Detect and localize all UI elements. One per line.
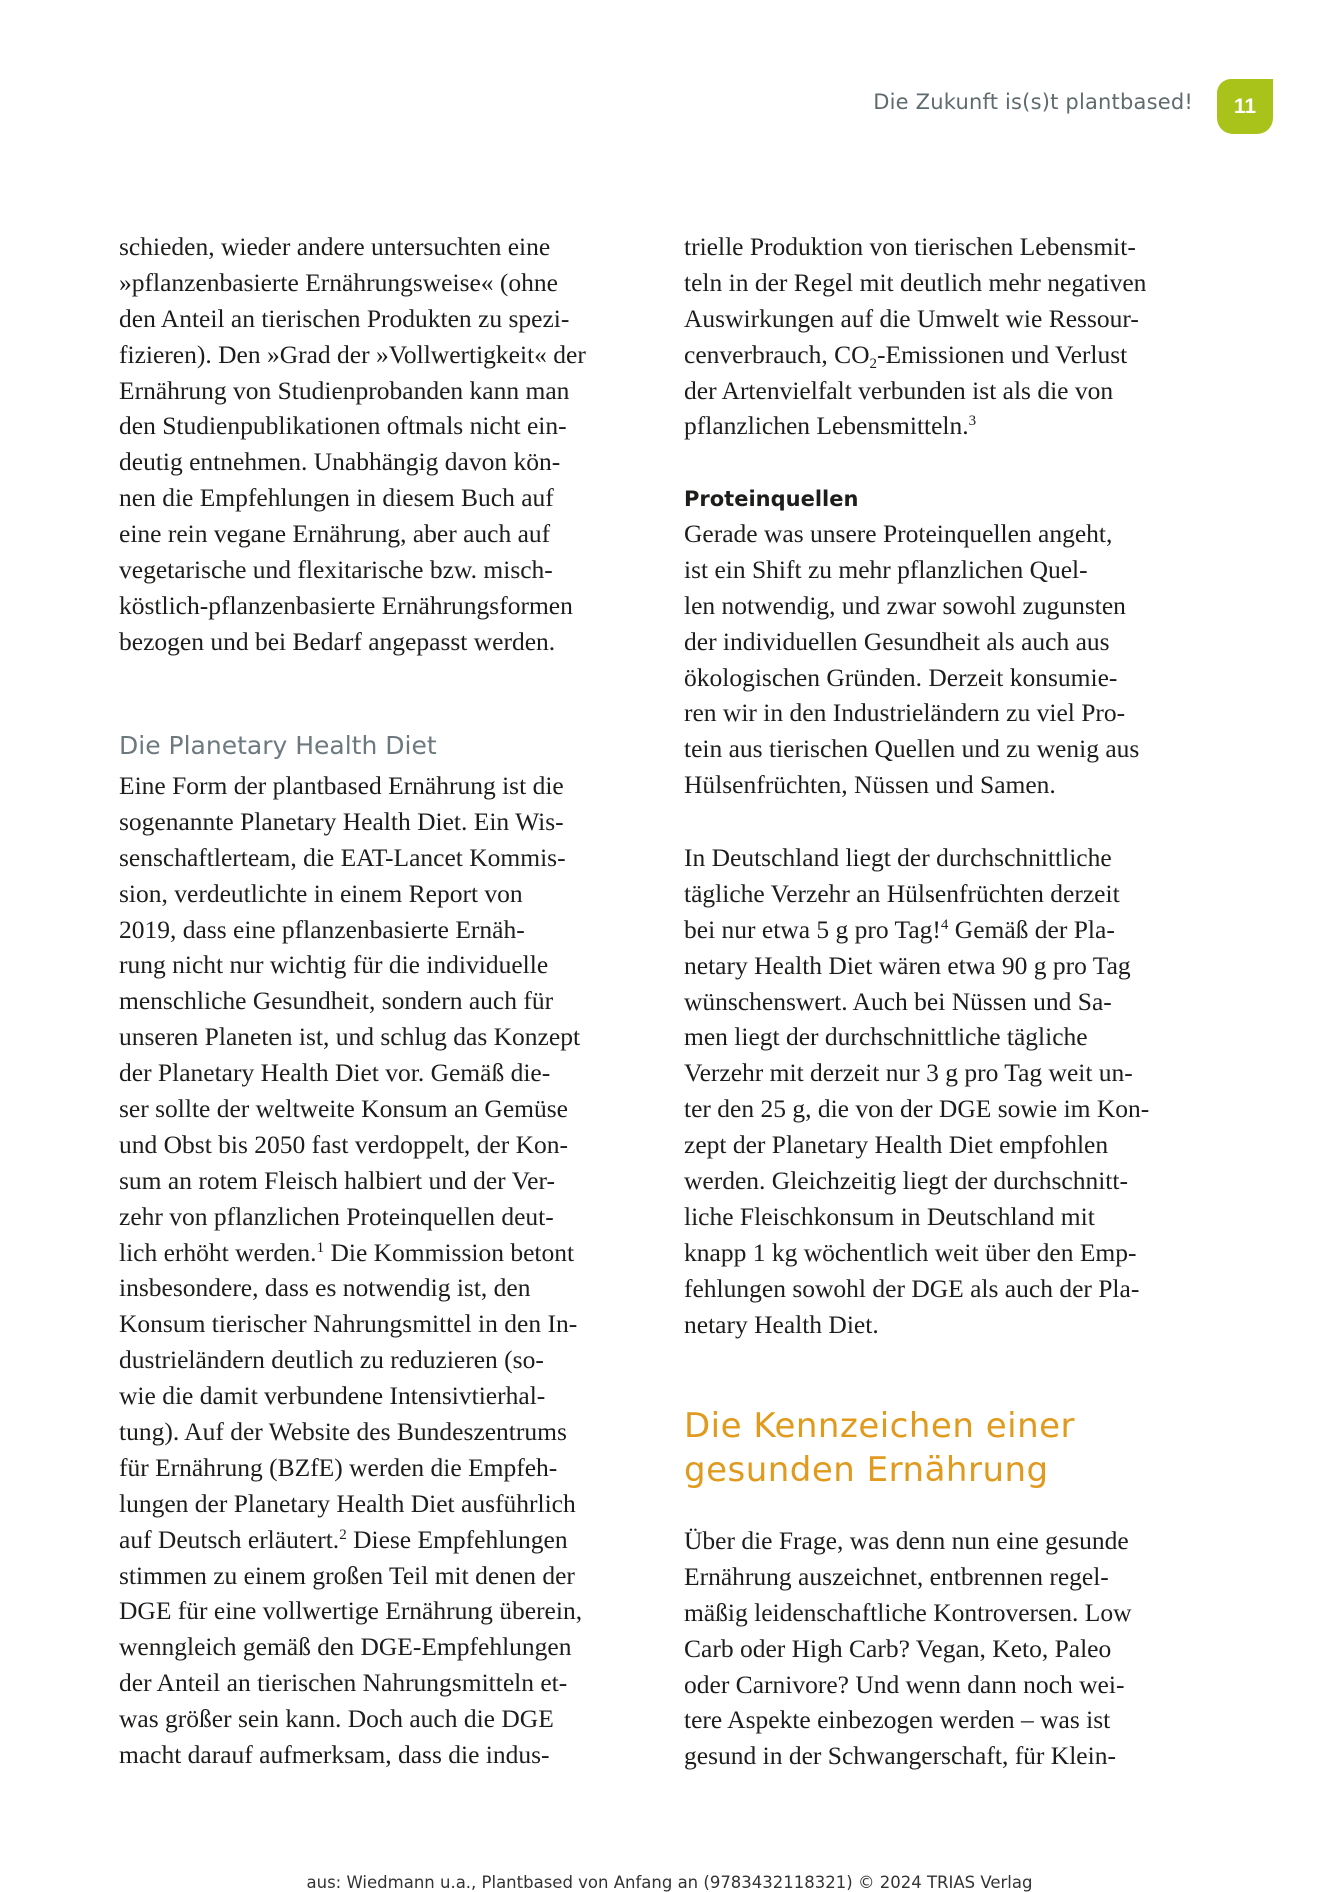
text-segment: Über die Frage, was denn nun eine gesunde: [684, 1526, 1129, 1555]
text-segment: tung). Auf der Website des Bundeszentrums: [119, 1417, 567, 1447]
text-line: [684, 1019, 1149, 1055]
chapter-heading-line: Die Kennzeichen einer: [684, 1406, 1076, 1446]
text-segment: DGE für eine vollwertige Ernährung überein,: [119, 1596, 583, 1626]
text-line: [119, 1558, 582, 1594]
text-line: [119, 480, 586, 516]
text-line: [684, 408, 1146, 444]
text-line: [684, 373, 1146, 409]
text-segment: eine rein vegane Ernährung, aber auch auf: [119, 519, 551, 549]
chapter-heading-line: gesunden Ernährung: [684, 1450, 1049, 1490]
footnote-ref: 4: [940, 916, 949, 933]
text-segment: mäßig leidenschaftliche Kontroversen. Low: [684, 1597, 1132, 1627]
text-line: [684, 1127, 1149, 1163]
text-segment: trielle Produktion von tierischen Lebensmit-: [684, 232, 1136, 261]
text-segment: ter den 25 g, die von der DGE sowie im Kon-: [684, 1094, 1150, 1124]
text-line: [684, 552, 1139, 588]
text-segment: werden. Gleichzeitig liegt der durchschnitt-: [684, 1166, 1128, 1196]
text-line: [119, 1235, 582, 1271]
text-line: [119, 1163, 582, 1199]
text-segment: gesund in der Schwangerschaft, für Klein-: [684, 1741, 1116, 1771]
text-segment: netary Health Diet wären etwa 90 g pro Tag: [684, 950, 1131, 980]
text-line: [684, 1307, 1149, 1343]
left-intro-paragraph: [119, 229, 586, 660]
text-segment: und Obst bis 2050 fast verdoppelt, der Kon-: [119, 1129, 569, 1159]
text-line: [684, 948, 1149, 984]
text-segment: Gemäß der Pla-: [948, 914, 1115, 944]
text-line: [119, 1629, 582, 1665]
text-line: [119, 1378, 582, 1414]
text-segment: fizieren). Den »Grad der »Vollwertigkeit« der: [119, 339, 586, 369]
text-line: [119, 1342, 582, 1378]
text-segment: Auswirkungen auf die Umwelt wie Ressour-: [684, 303, 1139, 333]
text-segment: 2019, dass eine pflanzenbasierte Ernäh-: [119, 914, 525, 944]
text-line: [119, 840, 582, 876]
text-line: [684, 731, 1139, 767]
text-line: [119, 947, 582, 983]
text-line: [119, 408, 586, 444]
text-segment: Konsum tierischer Nahrungsmittel in den In-: [119, 1309, 578, 1339]
text-segment: Eine Form der plantbased Ernährung ist die: [119, 771, 564, 800]
text-segment: den Studienpublikationen oftmals nicht ein-: [119, 411, 567, 441]
text-line: [684, 1091, 1149, 1127]
text-segment: den Anteil an tierischen Produkten zu spezi-: [119, 303, 570, 333]
text-segment: senschaftlerteam, die EAT-Lancet Kommis-: [119, 842, 566, 872]
text-segment: der individuellen Gesundheit als auch aus: [684, 626, 1110, 656]
text-line: [119, 1522, 582, 1558]
text-segment: zept der Planetary Health Diet empfohlen: [684, 1130, 1109, 1160]
text-segment: sogenannte Planetary Health Diet. Ein Wis-: [119, 806, 564, 836]
text-line: [684, 1055, 1149, 1091]
text-segment: macht darauf aufmerksam, dass die indus-: [119, 1740, 550, 1770]
text-line: [119, 1199, 582, 1235]
text-line: [684, 695, 1139, 731]
text-line: [119, 912, 582, 948]
text-segment: was größer sein kann. Doch auch die DGE: [119, 1704, 554, 1734]
text-segment: der Artenvielfalt verbunden ist als die von: [684, 375, 1114, 405]
text-segment: für Ernährung (BZfE) werden die Empfeh-: [119, 1452, 558, 1482]
text-line: [684, 1559, 1132, 1595]
germany-paragraph: [684, 840, 1149, 1342]
text-segment: deutig entnehmen. Unabhängig davon kön-: [119, 447, 561, 477]
text-segment: unseren Planeten ist, und schlug das Konzept: [119, 1022, 581, 1052]
text-line: [684, 588, 1139, 624]
section-heading-planetary-health-diet: Die Planetary Health Diet: [119, 731, 437, 760]
text-line: [684, 876, 1149, 912]
text-line: [684, 1523, 1132, 1559]
text-line: [684, 1235, 1149, 1271]
text-line: [119, 1019, 582, 1055]
footnote-ref: 3: [968, 413, 977, 430]
text-segment: ren wir in den Industrieländern zu viel Pro-: [684, 698, 1126, 728]
text-segment: tägliche Verzehr an Hülsenfrüchten derzeit: [684, 878, 1120, 908]
text-segment: men liegt der durchschnittliche tägliche: [684, 1022, 1088, 1052]
page-number-badge: 11: [1217, 79, 1273, 134]
text-segment: teln in der Regel mit deutlich mehr negativen: [684, 267, 1147, 297]
footnote-ref: 1: [316, 1239, 325, 1256]
text-line: [684, 265, 1146, 301]
chapter-paragraph: [684, 1523, 1132, 1774]
text-segment: Verzehr mit derzeit nur 3 g pro Tag weit un-: [684, 1058, 1133, 1088]
text-line: [119, 1701, 582, 1737]
text-segment: schieden, wieder andere untersuchten eine: [119, 232, 551, 261]
text-line: [684, 1631, 1132, 1667]
text-line: [119, 876, 582, 912]
text-segment: fehlungen sowohl der DGE als auch der Pla-: [684, 1273, 1140, 1303]
text-segment: len notwendig, und zwar sowohl zugunsten: [684, 590, 1126, 620]
text-segment: sum an rotem Fleisch halbiert und der Ver-: [119, 1165, 555, 1195]
text-segment: »pflanzenbasierte Ernährungsweise« (ohne: [119, 267, 558, 297]
text-line: [684, 1738, 1132, 1774]
footnote-ref: 2: [339, 1526, 347, 1543]
text-segment: stimmen zu einem großen Teil mit denen der: [119, 1560, 575, 1590]
text-segment: Ernährung auszeichnet, entbrennen regel-: [684, 1561, 1109, 1591]
text-line: [119, 1450, 582, 1486]
text-segment: Die Kommission betont: [324, 1237, 575, 1267]
text-segment: wenngleich gemäß den DGE-Empfehlungen: [119, 1632, 572, 1662]
text-line: [684, 301, 1146, 337]
text-line: [119, 1593, 582, 1629]
text-segment: der Planetary Health Diet vor. Gemäß die-: [119, 1058, 551, 1088]
subheading-proteinquellen: Proteinquellen: [684, 487, 859, 511]
text-segment: dustrieländern deutlich zu reduzieren (so-: [119, 1345, 544, 1375]
text-line: [119, 301, 586, 337]
text-segment: vegetarische und flexitarische bzw. misch-: [119, 555, 553, 585]
text-line: [119, 804, 582, 840]
text-line: [119, 516, 586, 552]
text-line: [119, 229, 586, 265]
text-line: [119, 444, 586, 480]
text-segment: wie die damit verbundene Intensivtierhal-: [119, 1381, 546, 1411]
text-line: [684, 624, 1139, 660]
text-line: [119, 265, 586, 301]
text-line: [684, 840, 1149, 876]
text-line: [684, 516, 1139, 552]
text-line: [119, 552, 586, 588]
text-segment: -Emissionen und Verlust: [877, 339, 1128, 369]
text-segment: Ernährung von Studienprobanden kann man: [119, 375, 570, 405]
text-line: [119, 1091, 582, 1127]
right-intro-paragraph: [684, 229, 1146, 444]
text-segment: oder Carnivore? Und wenn dann noch wei-: [684, 1669, 1125, 1699]
text-segment: cenverbrauch, CO: [684, 339, 870, 369]
text-line: [684, 767, 1139, 803]
text-segment: pflanzlichen Lebensmitteln.: [684, 411, 969, 441]
text-line: [119, 1306, 582, 1342]
text-segment: ökologischen Gründen. Derzeit konsumie-: [684, 662, 1118, 692]
text-line: [119, 1486, 582, 1522]
text-line: [684, 1163, 1149, 1199]
text-line: [119, 624, 586, 660]
text-segment: In Deutschland liegt der durchschnittliche: [684, 843, 1112, 872]
text-line: [119, 1737, 582, 1773]
text-line: [119, 1055, 582, 1091]
text-line: [119, 1665, 582, 1701]
text-segment: insbesondere, dass es notwendig ist, den: [119, 1273, 531, 1303]
text-segment: menschliche Gesundheit, sondern auch für: [119, 986, 554, 1016]
text-line: [684, 660, 1139, 696]
text-line: [119, 588, 586, 624]
source-footer: aus: Wiedmann u.a., Plantbased von Anfang an (9783432118321) © 2024 TRIAS Verlag: [306, 1873, 1033, 1892]
text-segment: tein aus tierischen Quellen und zu wenig aus: [684, 734, 1140, 764]
text-line: [684, 1271, 1149, 1307]
text-line: [119, 373, 586, 409]
text-line: [119, 983, 582, 1019]
text-line: [684, 337, 1146, 373]
text-line: [119, 768, 582, 804]
text-line: [119, 1414, 582, 1450]
text-line: [684, 1702, 1132, 1738]
text-line: [684, 1667, 1132, 1703]
text-segment: auf Deutsch erläutert.: [119, 1524, 340, 1554]
text-line: [684, 229, 1146, 265]
text-segment: zehr von pflanzlichen Proteinquellen deut-: [119, 1201, 554, 1231]
text-segment: Carb oder High Carb? Vegan, Keto, Paleo: [684, 1633, 1112, 1663]
text-segment: wünschenswert. Auch bei Nüssen und Sa-: [684, 986, 1112, 1016]
text-segment: nen die Empfehlungen in diesem Buch auf: [119, 483, 554, 513]
text-segment: netary Health Diet.: [684, 1309, 879, 1339]
text-line: [684, 1199, 1149, 1235]
text-segment: der Anteil an tierischen Nahrungsmitteln et-: [119, 1668, 568, 1698]
text-segment: ist ein Shift zu mehr pflanzlichen Quel-: [684, 554, 1088, 584]
text-line: [684, 1595, 1132, 1631]
text-segment: knapp 1 kg wöchentlich weit über den Emp-: [684, 1237, 1137, 1267]
text-segment: Gerade was unsere Proteinquellen angeht,: [684, 519, 1113, 548]
text-line: [684, 984, 1149, 1020]
text-segment: Hülsenfrüchten, Nüssen und Samen.: [684, 770, 1056, 800]
running-title: Die Zukunft is(s)t plantbased!: [873, 90, 1193, 114]
text-segment: lich erhöht werden.: [119, 1237, 317, 1267]
text-line: [119, 1270, 582, 1306]
text-line: [684, 912, 1149, 948]
text-segment: tere Aspekte einbezogen werden – was ist: [684, 1705, 1111, 1735]
protein-paragraph: [684, 516, 1139, 803]
text-segment: köstlich-pflanzenbasierte Ernährungsformen: [119, 590, 573, 620]
text-segment: liche Fleischkonsum in Deutschland mit: [684, 1201, 1095, 1231]
text-line: [119, 1127, 582, 1163]
subscript: 2: [869, 355, 877, 372]
text-segment: sion, verdeutlichte in einem Report von: [119, 878, 523, 908]
chapter-heading: [684, 1404, 1075, 1492]
text-segment: lungen der Planetary Health Diet ausführlich: [119, 1488, 576, 1518]
text-segment: Diese Empfehlungen: [346, 1524, 568, 1554]
text-segment: bezogen und bei Bedarf angepasst werden.: [119, 626, 556, 656]
text-segment: rung nicht nur wichtig für die individuelle: [119, 950, 549, 980]
text-segment: bei nur etwa 5 g pro Tag!: [684, 914, 941, 944]
text-segment: ser sollte der weltweite Konsum an Gemüse: [119, 1094, 568, 1124]
text-line: [119, 337, 586, 373]
planetary-health-paragraph: [119, 768, 582, 1773]
